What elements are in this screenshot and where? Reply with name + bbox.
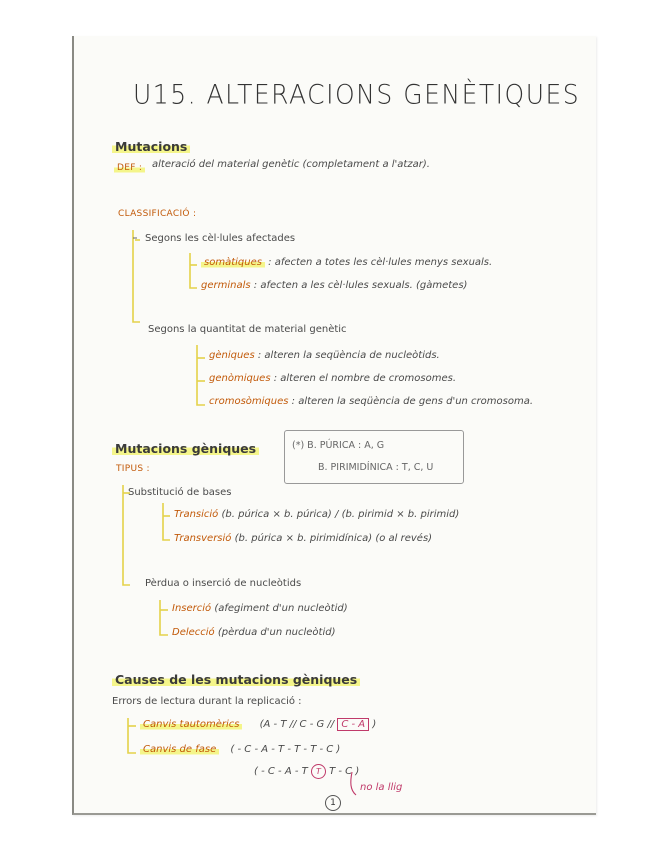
circled-nucleotide: T bbox=[311, 764, 326, 779]
annotation-note: no la llig bbox=[360, 782, 403, 793]
page-number: 1 bbox=[325, 795, 341, 811]
page-title: U15. ALTERACIONS GENÈTIQUES bbox=[133, 78, 581, 111]
def-label: DEF : bbox=[114, 163, 145, 173]
boxed-pair: C - A bbox=[337, 718, 369, 731]
tipus-label: TIPUS : bbox=[116, 464, 150, 474]
section-heading-mutacions: Mutacions bbox=[112, 139, 190, 154]
list-item: gèniques : alteren la seqüència de nucleòtids. bbox=[209, 350, 440, 361]
list-item: Delecció (pèrdua d'un nucleòtid) bbox=[172, 627, 336, 638]
section-heading-causes: Causes de les mutacions gèniques bbox=[112, 672, 360, 687]
branch-substitution: Substitució de bases bbox=[128, 487, 232, 498]
box-line-puric: (*) B. PÚRICA : A, G bbox=[292, 440, 385, 451]
branch-cells: Segons les cèl·lules afectades bbox=[145, 233, 296, 244]
branch-quantity: Segons la quantitat de material genètic bbox=[148, 324, 347, 335]
list-item: genòmiques : alteren el nombre de cromosomes. bbox=[209, 373, 456, 384]
list-item: Canvis de fase ( - C - A - T - T - T - C ) bbox=[140, 744, 340, 755]
list-item: Canvis tautomèrics (A - T // C - G // C - A ) bbox=[140, 719, 376, 730]
def-text: alteració del material genètic (completament a l'atzar). bbox=[152, 159, 430, 170]
list-item: Transició (b. púrica × b. púrica) / (b. pirimid × b. pirimid) bbox=[174, 509, 460, 520]
list-item: somàtiques : afecten a totes les cèl·lules menys sexuals. bbox=[201, 257, 492, 268]
list-item: Inserció (afegiment d'un nucleòtid) bbox=[172, 603, 348, 614]
section-heading-geniques: Mutacions gèniques bbox=[112, 441, 259, 456]
list-item: Transversió (b. púrica × b. pirimidínica) (o al revés) bbox=[174, 533, 433, 544]
list-item: cromosòmiques : alteren la seqüència de gens d'un cromosoma. bbox=[209, 396, 534, 407]
classification-label: CLASSIFICACIÓ : bbox=[118, 209, 197, 219]
box-line-pirimidinic: B. PIRIMIDÍNICA : T, C, U bbox=[318, 462, 434, 473]
causes-subtitle: Errors de lectura durant la replicació : bbox=[112, 696, 302, 707]
sequence-shifted: ( - C - A - T T T - C ) bbox=[254, 766, 360, 777]
list-item: germinals : afecten a les cèl·lules sexuals. (gàmetes) bbox=[201, 280, 468, 291]
bases-box bbox=[284, 430, 464, 484]
branch-loss-insertion: Pèrdua o inserció de nucleòtids bbox=[145, 578, 302, 589]
